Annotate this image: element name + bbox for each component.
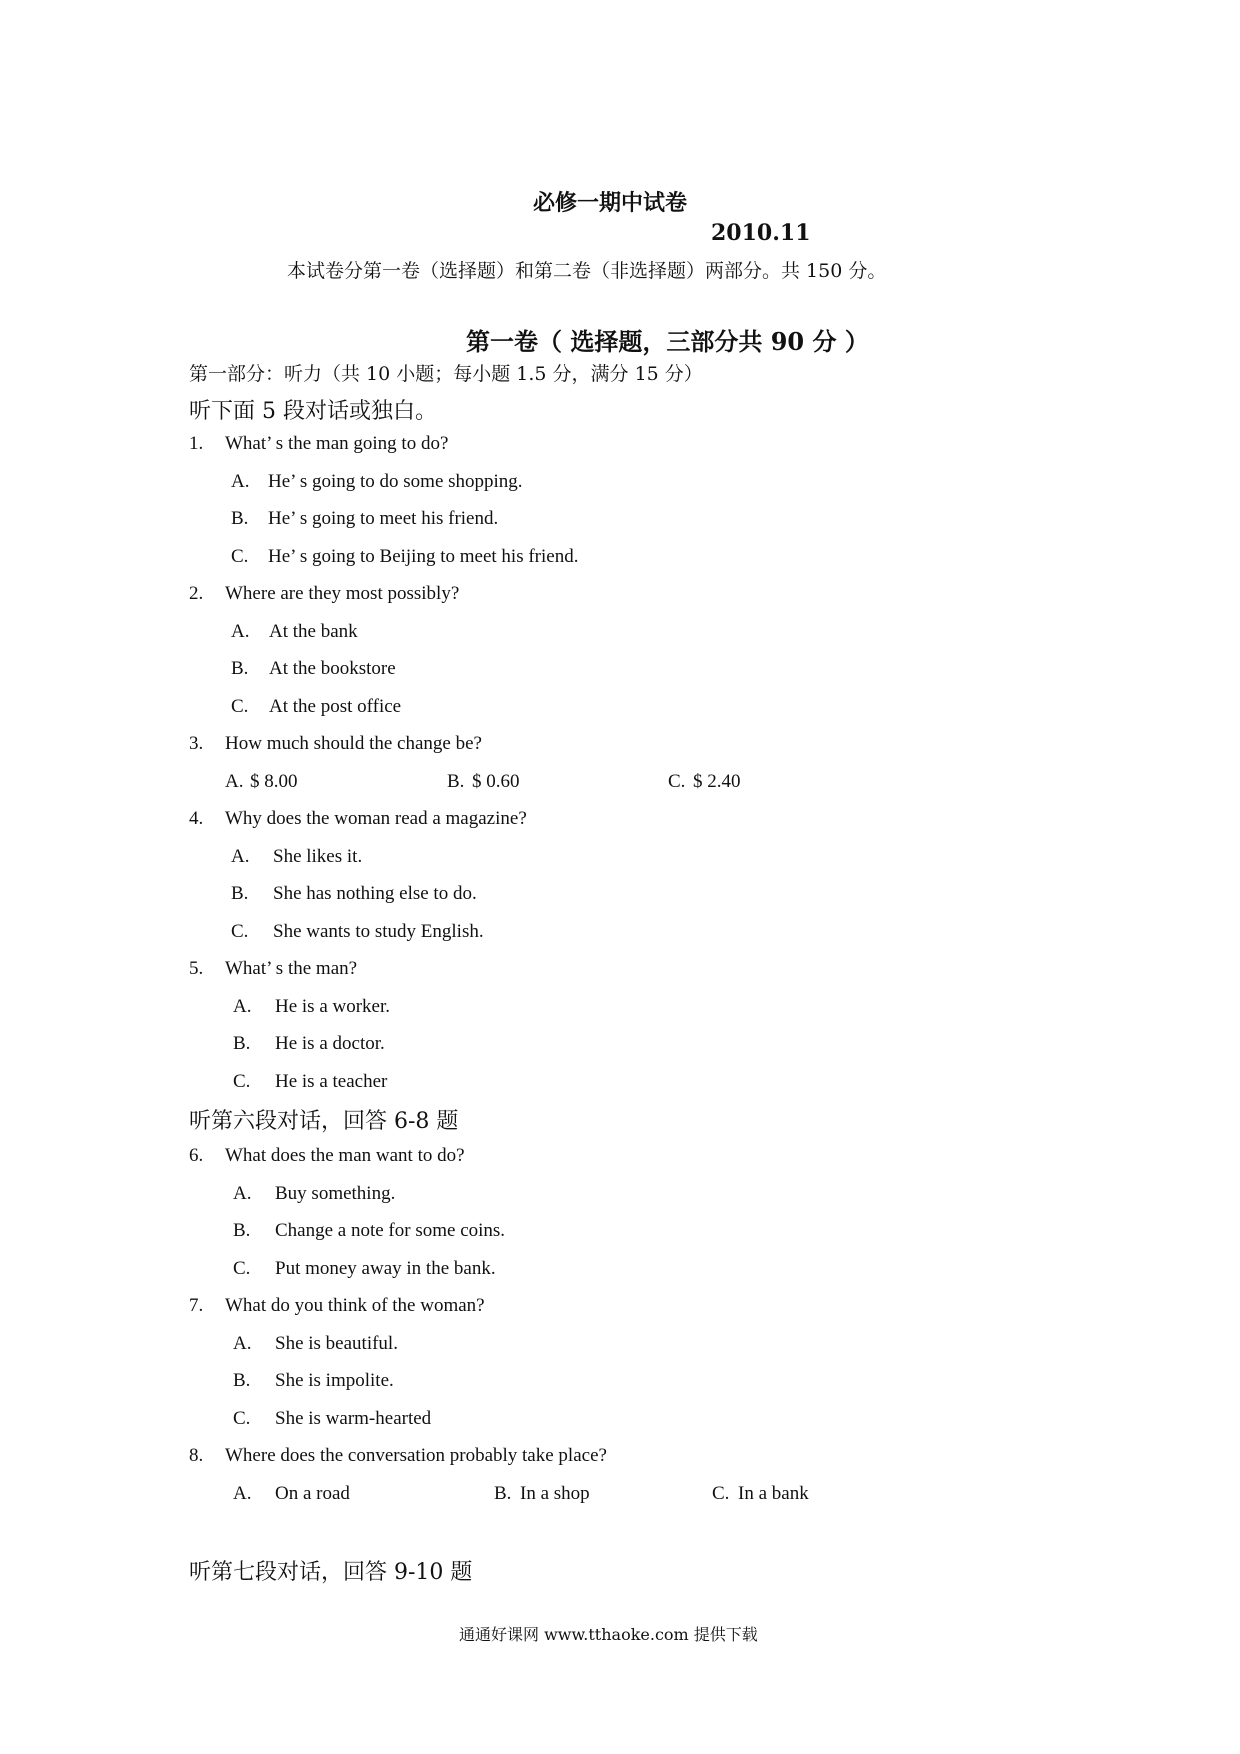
question-text: What do you think of the woman? xyxy=(225,1295,485,1316)
option-text: She wants to study English. xyxy=(273,921,484,942)
question-text: What’ s the man? xyxy=(225,958,358,979)
option-letter: A. xyxy=(231,621,250,642)
option-letter: C. xyxy=(231,546,249,567)
option-text: She has nothing else to do. xyxy=(273,883,477,904)
option-letter: C. xyxy=(712,1483,730,1504)
option-text: He’ s going to do some shopping. xyxy=(268,471,523,492)
option-text: She likes it. xyxy=(273,846,363,867)
option-text: He is a worker. xyxy=(275,996,391,1017)
option-text: At the post office xyxy=(269,696,402,717)
question-text: Where are they most possibly? xyxy=(225,583,460,604)
option-letter: B. xyxy=(231,658,249,679)
option-text: He is a teacher xyxy=(275,1071,388,1092)
part-heading: 第一部分：听力（共 10 小题；每小题 1.5 分，满分 15 分） xyxy=(189,363,703,385)
option-letter: B. xyxy=(447,771,465,792)
section-instruction: 听下面 5 段对话或独白。 xyxy=(189,399,437,424)
exam-intro: 本试卷分第一卷（选择题）和第二卷（非选择题）两部分。共 150 分。 xyxy=(287,260,887,282)
question-text: What’ s the man going to do? xyxy=(225,433,449,454)
option-letter: B. xyxy=(231,508,249,529)
question-number: 7. xyxy=(189,1295,204,1316)
question-text: How much should the change be? xyxy=(225,733,482,754)
question-number: 2. xyxy=(189,583,204,604)
option-text: At the bank xyxy=(269,621,358,642)
option-letter: C. xyxy=(233,1408,251,1429)
option-text: He is a doctor. xyxy=(275,1033,385,1054)
option-letter: A. xyxy=(231,471,250,492)
option-letter: C. xyxy=(231,696,249,717)
option-letter: B. xyxy=(494,1483,512,1504)
option-letter: C. xyxy=(233,1071,251,1092)
question-number: 6. xyxy=(189,1145,204,1166)
question-number: 3. xyxy=(189,733,204,754)
option-letter: A. xyxy=(233,1483,252,1504)
option-letter: B. xyxy=(233,1220,251,1241)
option-text: She is beautiful. xyxy=(275,1333,398,1354)
option-letter: B. xyxy=(233,1370,251,1391)
option-text: Buy something. xyxy=(275,1183,396,1204)
option-text: He’ s going to meet his friend. xyxy=(268,508,499,529)
section-heading-dialog6: 听第六段对话，回答 6-8 题 xyxy=(189,1109,459,1134)
question-number: 4. xyxy=(189,808,204,829)
option-text: In a shop xyxy=(520,1483,590,1504)
option-letter: A. xyxy=(233,1183,252,1204)
option-text: At the bookstore xyxy=(269,658,396,679)
option-text: She is warm-hearted xyxy=(275,1408,432,1429)
option-text: On a road xyxy=(275,1483,350,1504)
option-letter: C. xyxy=(233,1258,251,1279)
exam-date: 2010.11 xyxy=(711,220,811,246)
option-letter: A. xyxy=(225,771,244,792)
question-text: Why does the woman read a magazine? xyxy=(225,808,527,829)
question-text: What does the man want to do? xyxy=(225,1145,465,1166)
page-footer: 通通好课网 www.tthaoke.com 提供下载 xyxy=(459,1625,758,1644)
section-heading-dialog7: 听第七段对话，回答 9-10 题 xyxy=(189,1560,473,1585)
question-number: 5. xyxy=(189,958,204,979)
exam-title: 必修一期中试卷 xyxy=(533,190,688,216)
option-letter: A. xyxy=(233,996,252,1017)
option-letter: A. xyxy=(233,1333,252,1354)
volume-heading: 第一卷（ 选择题，三部分共 90 分 ） xyxy=(466,327,869,356)
option-text: $ 0.60 xyxy=(472,771,520,792)
option-text: $ 8.00 xyxy=(250,771,298,792)
option-letter: A. xyxy=(231,846,250,867)
option-text: She is impolite. xyxy=(275,1370,394,1391)
option-text: $ 2.40 xyxy=(693,771,741,792)
option-text: He’ s going to Beijing to meet his friend. xyxy=(268,546,579,567)
option-text: Put money away in the bank. xyxy=(275,1258,496,1279)
option-letter: B. xyxy=(231,883,249,904)
question-number: 1. xyxy=(189,433,204,454)
option-letter: B. xyxy=(233,1033,251,1054)
question-text: Where does the conversation probably take place? xyxy=(225,1445,607,1466)
option-text: Change a note for some coins. xyxy=(275,1220,506,1241)
option-text: In a bank xyxy=(738,1483,809,1504)
question-number: 8. xyxy=(189,1445,204,1466)
option-letter: C. xyxy=(668,771,686,792)
option-letter: C. xyxy=(231,921,249,942)
